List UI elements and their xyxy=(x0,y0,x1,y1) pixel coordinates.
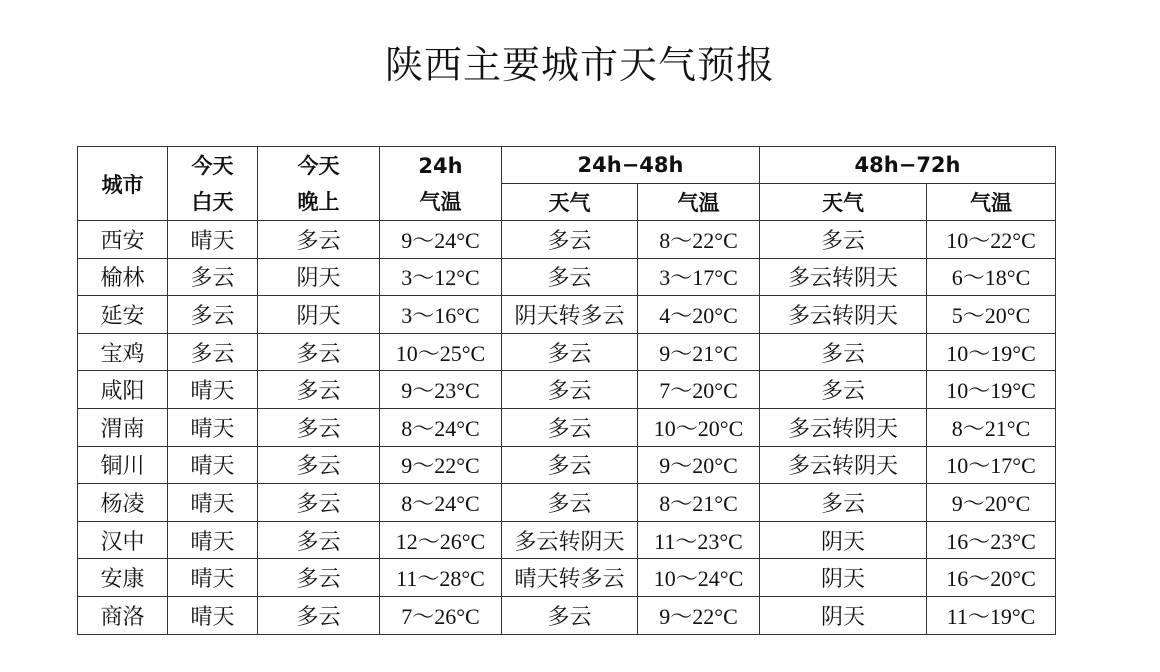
cell-weather-72: 多云 xyxy=(760,221,927,259)
cell-day: 晴天 xyxy=(168,371,258,409)
cell-temp-72: 6～18°C xyxy=(927,258,1056,296)
cell-weather-48: 多云 xyxy=(502,333,638,371)
cell-weather-72: 多云转阴天 xyxy=(760,408,927,446)
cell-day: 晴天 xyxy=(168,559,258,597)
header-today-day xyxy=(168,147,258,221)
cell-weather-72: 多云 xyxy=(760,484,927,522)
cell-temp-72: 10～19°C xyxy=(927,371,1056,409)
cell-night: 多云 xyxy=(258,521,380,559)
cell-temp-48: 9～21°C xyxy=(638,333,760,371)
table-row xyxy=(78,521,1056,559)
table-row xyxy=(78,484,1056,522)
cell-weather-48: 晴天转多云 xyxy=(502,559,638,597)
cell-night: 多云 xyxy=(258,333,380,371)
cell-city: 咸阳 xyxy=(78,371,168,409)
cell-weather-72: 多云 xyxy=(760,371,927,409)
cell-city: 延安 xyxy=(78,296,168,334)
header-temp-72: 气温 xyxy=(927,184,1056,221)
header-city: 城市 xyxy=(78,147,168,221)
table-row xyxy=(78,258,1056,296)
cell-temp-48: 9～22°C xyxy=(638,596,760,634)
cell-temp-72: 8～21°C xyxy=(927,408,1056,446)
cell-weather-48: 多云 xyxy=(502,596,638,634)
header-row-1 xyxy=(78,147,1056,184)
cell-temp-24h: 9～23°C xyxy=(380,371,502,409)
cell-weather-48: 多云 xyxy=(502,484,638,522)
cell-temp-24h: 3～16°C xyxy=(380,296,502,334)
cell-weather-48: 多云 xyxy=(502,408,638,446)
cell-weather-72: 多云转阴天 xyxy=(760,296,927,334)
table-row xyxy=(78,296,1056,334)
cell-city: 铜川 xyxy=(78,446,168,484)
cell-temp-72: 10～22°C xyxy=(927,221,1056,259)
cell-day: 晴天 xyxy=(168,446,258,484)
cell-city: 杨凌 xyxy=(78,484,168,522)
cell-temp-24h: 9～24°C xyxy=(380,221,502,259)
cell-temp-48: 8～22°C xyxy=(638,221,760,259)
table-row xyxy=(78,408,1056,446)
header-temp-24h-line2: 气温 xyxy=(419,189,462,214)
header-temp-24h-line1: 24h xyxy=(418,153,463,178)
page-title: 陕西主要城市天气预报 xyxy=(384,43,775,87)
cell-day: 晴天 xyxy=(168,484,258,522)
cell-temp-72: 5～20°C xyxy=(927,296,1056,334)
cell-night: 阴天 xyxy=(258,258,380,296)
cell-temp-72: 16～23°C xyxy=(927,521,1056,559)
cell-weather-48: 多云 xyxy=(502,446,638,484)
cell-day: 晴天 xyxy=(168,521,258,559)
cell-city: 西安 xyxy=(78,221,168,259)
cell-weather-72: 阴天 xyxy=(760,559,927,597)
cell-night: 多云 xyxy=(258,559,380,597)
table-body xyxy=(78,221,1056,635)
cell-weather-72: 阴天 xyxy=(760,596,927,634)
cell-temp-24h: 9～22°C xyxy=(380,446,502,484)
cell-city: 渭南 xyxy=(78,408,168,446)
cell-weather-72: 多云 xyxy=(760,333,927,371)
cell-city: 商洛 xyxy=(78,596,168,634)
header-temp-24h xyxy=(380,147,502,221)
cell-city: 榆林 xyxy=(78,258,168,296)
cell-night: 多云 xyxy=(258,221,380,259)
cell-weather-48: 多云 xyxy=(502,221,638,259)
cell-temp-48: 8～21°C xyxy=(638,484,760,522)
cell-day: 多云 xyxy=(168,296,258,334)
cell-day: 多云 xyxy=(168,333,258,371)
header-today-night xyxy=(258,147,380,221)
cell-weather-48: 阴天转多云 xyxy=(502,296,638,334)
table-row xyxy=(78,596,1056,634)
cell-city: 汉中 xyxy=(78,521,168,559)
cell-temp-48: 9～20°C xyxy=(638,446,760,484)
cell-temp-24h: 10～25°C xyxy=(380,333,502,371)
cell-weather-72: 多云转阴天 xyxy=(760,446,927,484)
cell-temp-48: 4～20°C xyxy=(638,296,760,334)
header-group-48-72: 48h−72h xyxy=(760,147,1056,184)
cell-weather-72: 阴天 xyxy=(760,521,927,559)
cell-temp-24h: 12～26°C xyxy=(380,521,502,559)
cell-temp-72: 16～20°C xyxy=(927,559,1056,597)
cell-weather-48: 多云转阴天 xyxy=(502,521,638,559)
cell-temp-72: 10～19°C xyxy=(927,333,1056,371)
cell-night: 多云 xyxy=(258,484,380,522)
header-weather-72: 天气 xyxy=(760,184,927,221)
cell-day: 多云 xyxy=(168,258,258,296)
cell-temp-24h: 8～24°C xyxy=(380,484,502,522)
cell-city: 安康 xyxy=(78,559,168,597)
cell-temp-48: 10～24°C xyxy=(638,559,760,597)
table-row xyxy=(78,559,1056,597)
cell-weather-72: 多云转阴天 xyxy=(760,258,927,296)
cell-temp-24h: 11～28°C xyxy=(380,559,502,597)
table-row xyxy=(78,446,1056,484)
header-temp-48: 气温 xyxy=(638,184,760,221)
header-today-day-line2: 白天 xyxy=(191,189,234,214)
cell-temp-24h: 7～26°C xyxy=(380,596,502,634)
cell-temp-48: 7～20°C xyxy=(638,371,760,409)
cell-temp-48: 10～20°C xyxy=(638,408,760,446)
header-today-day-line1: 今天 xyxy=(191,153,234,178)
cell-temp-72: 10～17°C xyxy=(927,446,1056,484)
table-row xyxy=(78,221,1056,259)
cell-temp-48: 11～23°C xyxy=(638,521,760,559)
cell-night: 多云 xyxy=(258,596,380,634)
header-group-24-48: 24h−48h xyxy=(502,147,760,184)
cell-temp-72: 9～20°C xyxy=(927,484,1056,522)
table-row xyxy=(78,333,1056,371)
cell-day: 晴天 xyxy=(168,408,258,446)
table-row xyxy=(78,371,1056,409)
cell-temp-24h: 3～12°C xyxy=(380,258,502,296)
header-today-night-line2: 晚上 xyxy=(297,189,340,214)
weather-table xyxy=(77,146,1056,635)
cell-weather-48: 多云 xyxy=(502,371,638,409)
cell-night: 多云 xyxy=(258,371,380,409)
cell-night: 阴天 xyxy=(258,296,380,334)
cell-temp-24h: 8～24°C xyxy=(380,408,502,446)
cell-temp-72: 11～19°C xyxy=(927,596,1056,634)
cell-day: 晴天 xyxy=(168,221,258,259)
cell-night: 多云 xyxy=(258,446,380,484)
cell-temp-48: 3～17°C xyxy=(638,258,760,296)
cell-city: 宝鸡 xyxy=(78,333,168,371)
cell-night: 多云 xyxy=(258,408,380,446)
cell-day: 晴天 xyxy=(168,596,258,634)
cell-weather-48: 多云 xyxy=(502,258,638,296)
header-weather-48: 天气 xyxy=(502,184,638,221)
header-today-night-line1: 今天 xyxy=(297,153,340,178)
